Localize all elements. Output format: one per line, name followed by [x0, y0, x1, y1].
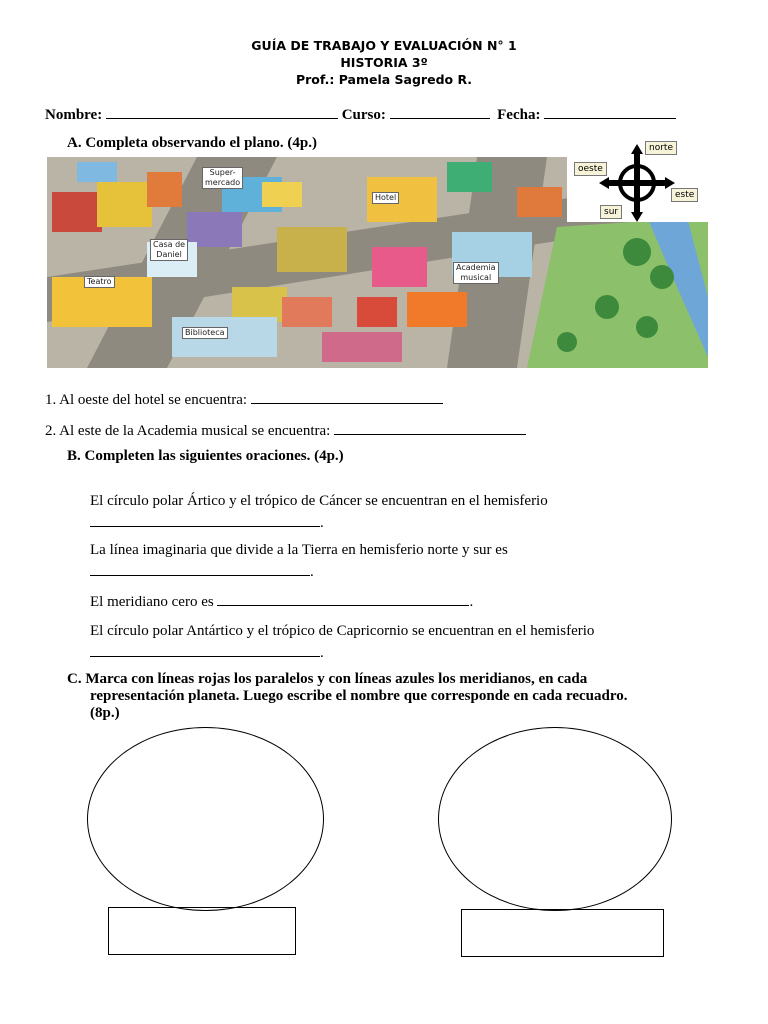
map-label-daniel-house: Casa de Daniel: [150, 239, 188, 261]
sentence-1-text: El círculo polar Ártico y el trópico de Cáncer se encuentran en el hemisferio: [90, 493, 548, 509]
planet-circle-right[interactable]: [438, 727, 672, 911]
worksheet-title: GUÍA DE TRABAJO Y EVALUACIÓN N° 1: [251, 38, 517, 53]
answer-1-field[interactable]: [251, 390, 443, 404]
map-label-supermarket: Super- mercado: [202, 167, 243, 189]
sentence-2-text: La línea imaginaria que divide a la Tierra en hemisferio norte y sur es: [90, 542, 508, 558]
answer-2-field[interactable]: [334, 421, 526, 435]
name-field[interactable]: [106, 105, 338, 119]
planet-circle-left[interactable]: [87, 727, 324, 911]
student-info-row: [45, 105, 676, 124]
sentence-3-text: El meridiano cero es: [90, 594, 214, 610]
map-label-library: Biblioteca: [182, 327, 228, 339]
compass-south: sur: [600, 205, 622, 219]
map-label-academy: Academia musical: [453, 262, 499, 284]
name-box-left[interactable]: [108, 907, 296, 955]
name-box-right[interactable]: [461, 909, 664, 957]
compass-west: oeste: [574, 162, 607, 176]
section-c-line-2: representación planeta. Luego escribe el nombre que corresponde en cada recuadro.: [90, 688, 628, 704]
date-label: Fecha:: [497, 107, 541, 123]
teacher-name: Prof.: Pamela Sagredo R.: [295, 72, 473, 87]
section-b-title: B. Completen las siguientes oraciones. (4p.): [67, 448, 344, 464]
section-a-title: A. Completa observando el plano. (4p.): [67, 135, 318, 151]
sentence-4-answer: [90, 643, 324, 662]
period: .: [320, 645, 324, 661]
question-1-text: 1. Al oeste del hotel se encuentra:: [45, 392, 248, 408]
section-c-line-3: (8p.): [90, 705, 120, 721]
compass-icon: [567, 140, 708, 222]
sentence-2-answer: [90, 562, 314, 581]
period: .: [469, 594, 474, 610]
sentence-3-field[interactable]: [217, 592, 469, 606]
subject-title: HISTORIA 3º: [340, 55, 428, 70]
map-label-theater: Teatro: [84, 276, 115, 288]
map-label-hotel: Hotel: [372, 192, 399, 204]
date-field[interactable]: [544, 105, 676, 119]
sentence-4-text: El círculo polar Antártico y el trópico de Capricornio se encuentran en el hemisferio: [90, 623, 595, 639]
question-2: [45, 421, 526, 440]
question-2-text: 2. Al este de la Academia musical se encuentra:: [45, 423, 331, 439]
course-label: Curso:: [341, 107, 386, 123]
compass-north: norte: [645, 141, 677, 155]
compass-rose: [567, 140, 708, 222]
sentence-3: [90, 592, 473, 611]
course-field[interactable]: [390, 105, 490, 119]
compass-east: este: [671, 188, 698, 202]
sentence-2-field[interactable]: [90, 562, 310, 576]
section-c-line-1: C. Marca con líneas rojas los paralelos y con líneas azules los meridianos, en cada: [67, 671, 588, 687]
period: .: [310, 564, 314, 580]
period: .: [320, 515, 324, 531]
question-1: [45, 390, 443, 409]
sentence-1-field[interactable]: [90, 513, 320, 527]
name-label: Nombre:: [45, 107, 103, 123]
sentence-1-answer: [90, 513, 324, 532]
sentence-4-field[interactable]: [90, 643, 320, 657]
